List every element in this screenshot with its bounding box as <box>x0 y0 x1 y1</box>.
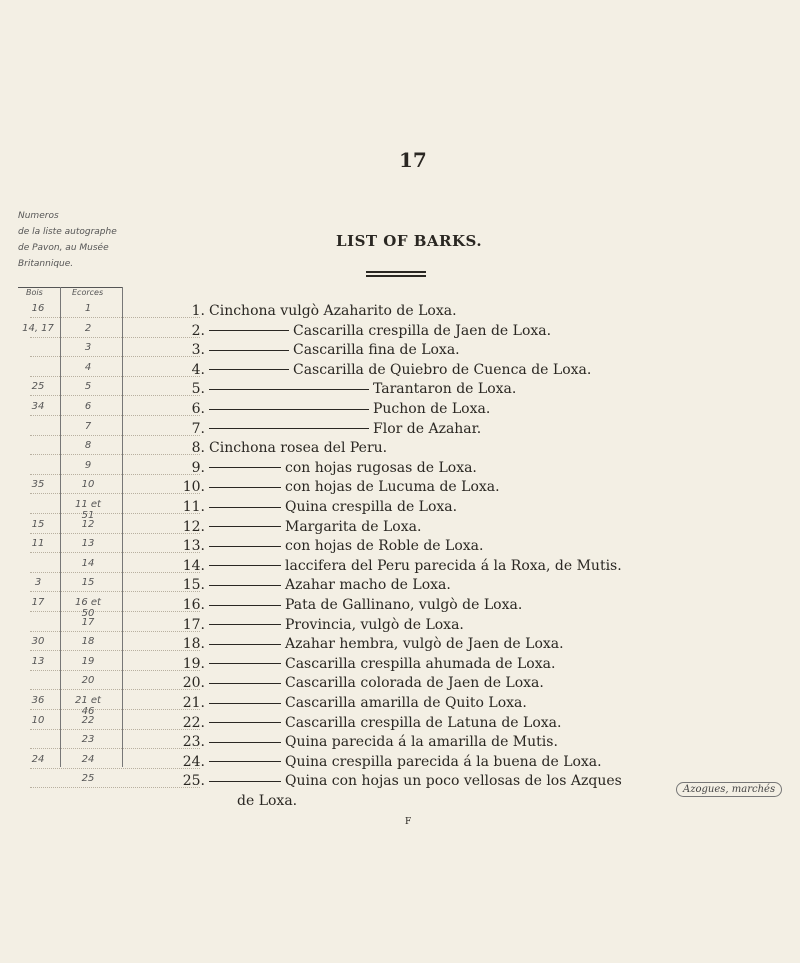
bois-number: 3 <box>34 577 42 589</box>
ditto-dash <box>209 624 281 625</box>
ditto-dash <box>209 369 289 370</box>
item-text-wrap <box>209 656 555 672</box>
item-number: 15. <box>182 577 205 594</box>
bois-number: 13 <box>31 655 45 667</box>
list-item <box>0 479 800 499</box>
item-text: Cascarilla fina de Loxa. <box>293 342 460 359</box>
ecorce-number: 14 <box>81 557 95 569</box>
list-item <box>0 362 800 382</box>
item-number: 4. <box>191 361 205 378</box>
list-item <box>0 303 800 323</box>
item-number: 7. <box>191 420 205 437</box>
item-text: Quina crespilla parecida á la buena de Loxa. <box>285 753 602 770</box>
item-number: 1. <box>191 303 205 319</box>
ditto-dash <box>209 389 369 390</box>
list-item <box>0 656 800 676</box>
list-item <box>0 342 800 362</box>
ditto-dash <box>209 722 281 723</box>
ditto-dash <box>209 526 281 527</box>
item-number: 3. <box>191 342 205 359</box>
list-item <box>0 636 800 656</box>
item-number: 18. <box>182 636 205 653</box>
item-text-wrap <box>209 754 602 770</box>
ditto-dash <box>209 350 289 351</box>
bois-number: 11 <box>31 538 45 550</box>
item-number: 25. <box>182 773 205 790</box>
item-text-wrap <box>209 715 561 731</box>
hand-note-line: Numeros <box>18 211 59 221</box>
ecorce-number: 1 <box>84 303 92 314</box>
item-text: Quina parecida á la amarilla de Mutis. <box>285 734 558 751</box>
item-text: Flor de Azahar. <box>373 420 482 437</box>
handwritten-note <box>18 208 117 272</box>
ecorce-number: 3 <box>84 342 92 354</box>
ecorce-number: 17 <box>81 616 95 628</box>
item-text: Cascarilla crespilla ahumada de Loxa. <box>285 655 556 672</box>
item-text: Cascarilla amarilla de Quito Loxa. <box>285 695 527 711</box>
item-number: 6. <box>191 401 205 417</box>
hand-note-line: Britannique. <box>18 259 74 269</box>
ditto-dash <box>209 663 281 664</box>
bois-number: 34 <box>31 401 45 412</box>
page-title: LIST OF BARKS. <box>336 232 483 250</box>
item-text: laccifera del Peru parecida á la Roxa, de Mutis. <box>285 557 622 574</box>
item-text-wrap <box>209 303 457 319</box>
item-text: Puchon de Loxa. <box>373 401 491 417</box>
list-item <box>0 617 800 637</box>
item-number: 5. <box>191 381 205 398</box>
item-text-wrap <box>209 323 551 339</box>
ecorce-number: 15 <box>81 577 95 589</box>
ecorce-number: 18 <box>81 636 95 648</box>
item-text: Pata de Gallinano, vulgò de Loxa. <box>285 597 523 613</box>
item-text: Quina con hojas un poco vellosas de los Azques <box>285 773 622 790</box>
item-number: 21. <box>182 695 205 711</box>
item-text-wrap <box>209 597 522 613</box>
ecorce-number: 12 <box>81 518 95 530</box>
item-text: Cascarilla crespilla de Jaen de Loxa. <box>293 322 552 339</box>
page-number: 17 <box>399 148 427 172</box>
bois-number: 15 <box>31 518 45 530</box>
ecorce-number: 16 et 50 <box>75 597 101 619</box>
list-item <box>0 577 800 597</box>
ditto-dash <box>209 644 281 645</box>
ditto-dash <box>209 605 281 606</box>
item-text: Azahar macho de Loxa. <box>285 577 451 594</box>
item-number: 17. <box>182 616 205 633</box>
item-number: 23. <box>182 734 205 751</box>
ecorce-number: 9 <box>84 459 92 471</box>
list-item <box>0 597 800 617</box>
item-number: 8. <box>191 440 205 457</box>
ecorce-number: 20 <box>81 675 95 687</box>
item-text-wrap <box>209 381 516 397</box>
item-number: 11. <box>182 499 205 515</box>
bois-column-head: Bois <box>26 288 43 297</box>
handwritten-annotation: Azogues, marchés <box>676 782 782 797</box>
list-item <box>0 323 800 343</box>
item-text-wrap <box>209 636 564 652</box>
ecorce-number: 7 <box>84 420 92 432</box>
item-number: 24. <box>182 753 205 770</box>
signature-mark: F <box>405 817 412 827</box>
item-text: con hojas de Lucuma de Loxa. <box>285 479 500 496</box>
item-text-wrap <box>209 695 527 711</box>
bois-number: 35 <box>31 479 45 491</box>
list-item <box>0 675 800 695</box>
list-item <box>0 754 800 774</box>
item-text: Provincia, vulgò de Loxa. <box>285 616 464 633</box>
item-text: con hojas rugosas de Loxa. <box>285 459 477 476</box>
item-text: Cascarilla colorada de Jaen de Loxa. <box>285 675 544 692</box>
heading-rule-bottom <box>366 275 426 277</box>
item-number: 10. <box>182 479 205 496</box>
item-number: 20. <box>182 675 205 692</box>
item-text-wrap <box>209 558 622 574</box>
ecorce-number: 23 <box>81 734 95 746</box>
ecorce-number: 19 <box>81 655 95 667</box>
item-number: 19. <box>182 655 205 672</box>
list-item <box>0 381 800 401</box>
ecorce-number: 22 <box>81 714 95 726</box>
ditto-dash <box>209 330 289 331</box>
item-text-wrap <box>209 675 544 691</box>
ditto-dash <box>209 409 369 410</box>
ecorce-number: 24 <box>81 753 95 765</box>
item-text-wrap <box>209 538 483 554</box>
bois-number: 30 <box>31 636 45 648</box>
item-text-wrap <box>209 617 464 633</box>
item-text-wrap <box>209 519 421 535</box>
item-text: Cinchona rosea del Peru. <box>209 440 388 457</box>
item-text: Tarantaron de Loxa. <box>373 381 517 398</box>
ditto-dash <box>209 742 281 743</box>
item-number: 12. <box>182 518 205 535</box>
ditto-dash <box>209 467 281 468</box>
list-item <box>0 421 800 441</box>
list-item <box>0 519 800 539</box>
list-item <box>0 440 800 460</box>
bois-number: 36 <box>31 695 45 706</box>
item-text-wrap <box>209 401 490 417</box>
item-text-wrap <box>209 773 622 789</box>
list-continuation: de Loxa. <box>237 793 298 809</box>
ditto-dash <box>209 487 281 488</box>
hand-note-line: de la liste autographe <box>18 227 117 237</box>
list-item <box>0 558 800 578</box>
ecorce-number: 5 <box>84 381 92 393</box>
item-number: 13. <box>182 538 205 555</box>
item-text: Cinchona vulgò Azaharito de Loxa. <box>209 303 457 319</box>
ditto-dash <box>209 781 281 782</box>
ecorce-number: 8 <box>84 440 92 452</box>
item-number: 22. <box>182 714 205 731</box>
item-text: Margarita de Loxa. <box>285 518 422 535</box>
ditto-dash <box>209 703 281 704</box>
item-text: Cascarilla crespilla de Latuna de Loxa. <box>285 714 562 731</box>
bois-number: 16 <box>31 303 45 314</box>
list-item <box>0 734 800 754</box>
ditto-dash <box>209 761 281 762</box>
hand-note-line: de Pavon, au Musée <box>18 243 109 253</box>
ecorce-number: 11 et 51 <box>75 499 101 521</box>
item-text-wrap <box>209 440 387 456</box>
list-item <box>0 499 800 519</box>
ecorce-number: 13 <box>81 538 95 550</box>
item-text-wrap <box>209 734 558 750</box>
list-item <box>0 401 800 421</box>
heading-rule-top <box>366 271 426 273</box>
ditto-dash <box>209 546 281 547</box>
ditto-dash <box>209 507 281 508</box>
bois-number: 17 <box>31 597 45 608</box>
item-text-wrap <box>209 421 481 437</box>
item-text-wrap <box>209 460 477 476</box>
item-text-wrap <box>209 362 591 378</box>
ecorce-number: 2 <box>84 322 92 334</box>
bois-number: 24 <box>31 753 45 765</box>
ecorce-number: 4 <box>84 361 92 373</box>
ecorce-number: 6 <box>84 401 92 412</box>
ditto-dash <box>209 428 369 429</box>
ditto-dash <box>209 585 281 586</box>
item-text-wrap <box>209 479 500 495</box>
item-number: 16. <box>182 597 205 613</box>
bois-number: 25 <box>31 381 45 393</box>
list-item <box>0 538 800 558</box>
ecorce-number: 25 <box>81 773 95 785</box>
item-number: 2. <box>191 322 205 339</box>
ecorces-column-head: Ecorces <box>72 288 104 297</box>
bois-number: 10 <box>31 714 45 726</box>
ecorce-number: 21 et 46 <box>75 695 101 717</box>
item-number: 9. <box>191 459 205 476</box>
item-text-wrap <box>209 499 457 515</box>
ecorce-number: 10 <box>81 479 95 491</box>
item-text: Cascarilla de Quiebro de Cuenca de Loxa. <box>293 361 592 378</box>
item-number: 14. <box>182 557 205 574</box>
list-item <box>0 715 800 735</box>
list-item <box>0 695 800 715</box>
bois-number: 14, 17 <box>22 322 54 334</box>
item-text: con hojas de Roble de Loxa. <box>285 538 484 555</box>
ditto-dash <box>209 565 281 566</box>
item-text-wrap <box>209 577 451 593</box>
item-text-wrap <box>209 342 460 358</box>
list-item <box>0 460 800 480</box>
item-text: Quina crespilla de Loxa. <box>285 499 458 515</box>
ditto-dash <box>209 683 281 684</box>
item-text: Azahar hembra, vulgò de Jaen de Loxa. <box>285 636 564 653</box>
